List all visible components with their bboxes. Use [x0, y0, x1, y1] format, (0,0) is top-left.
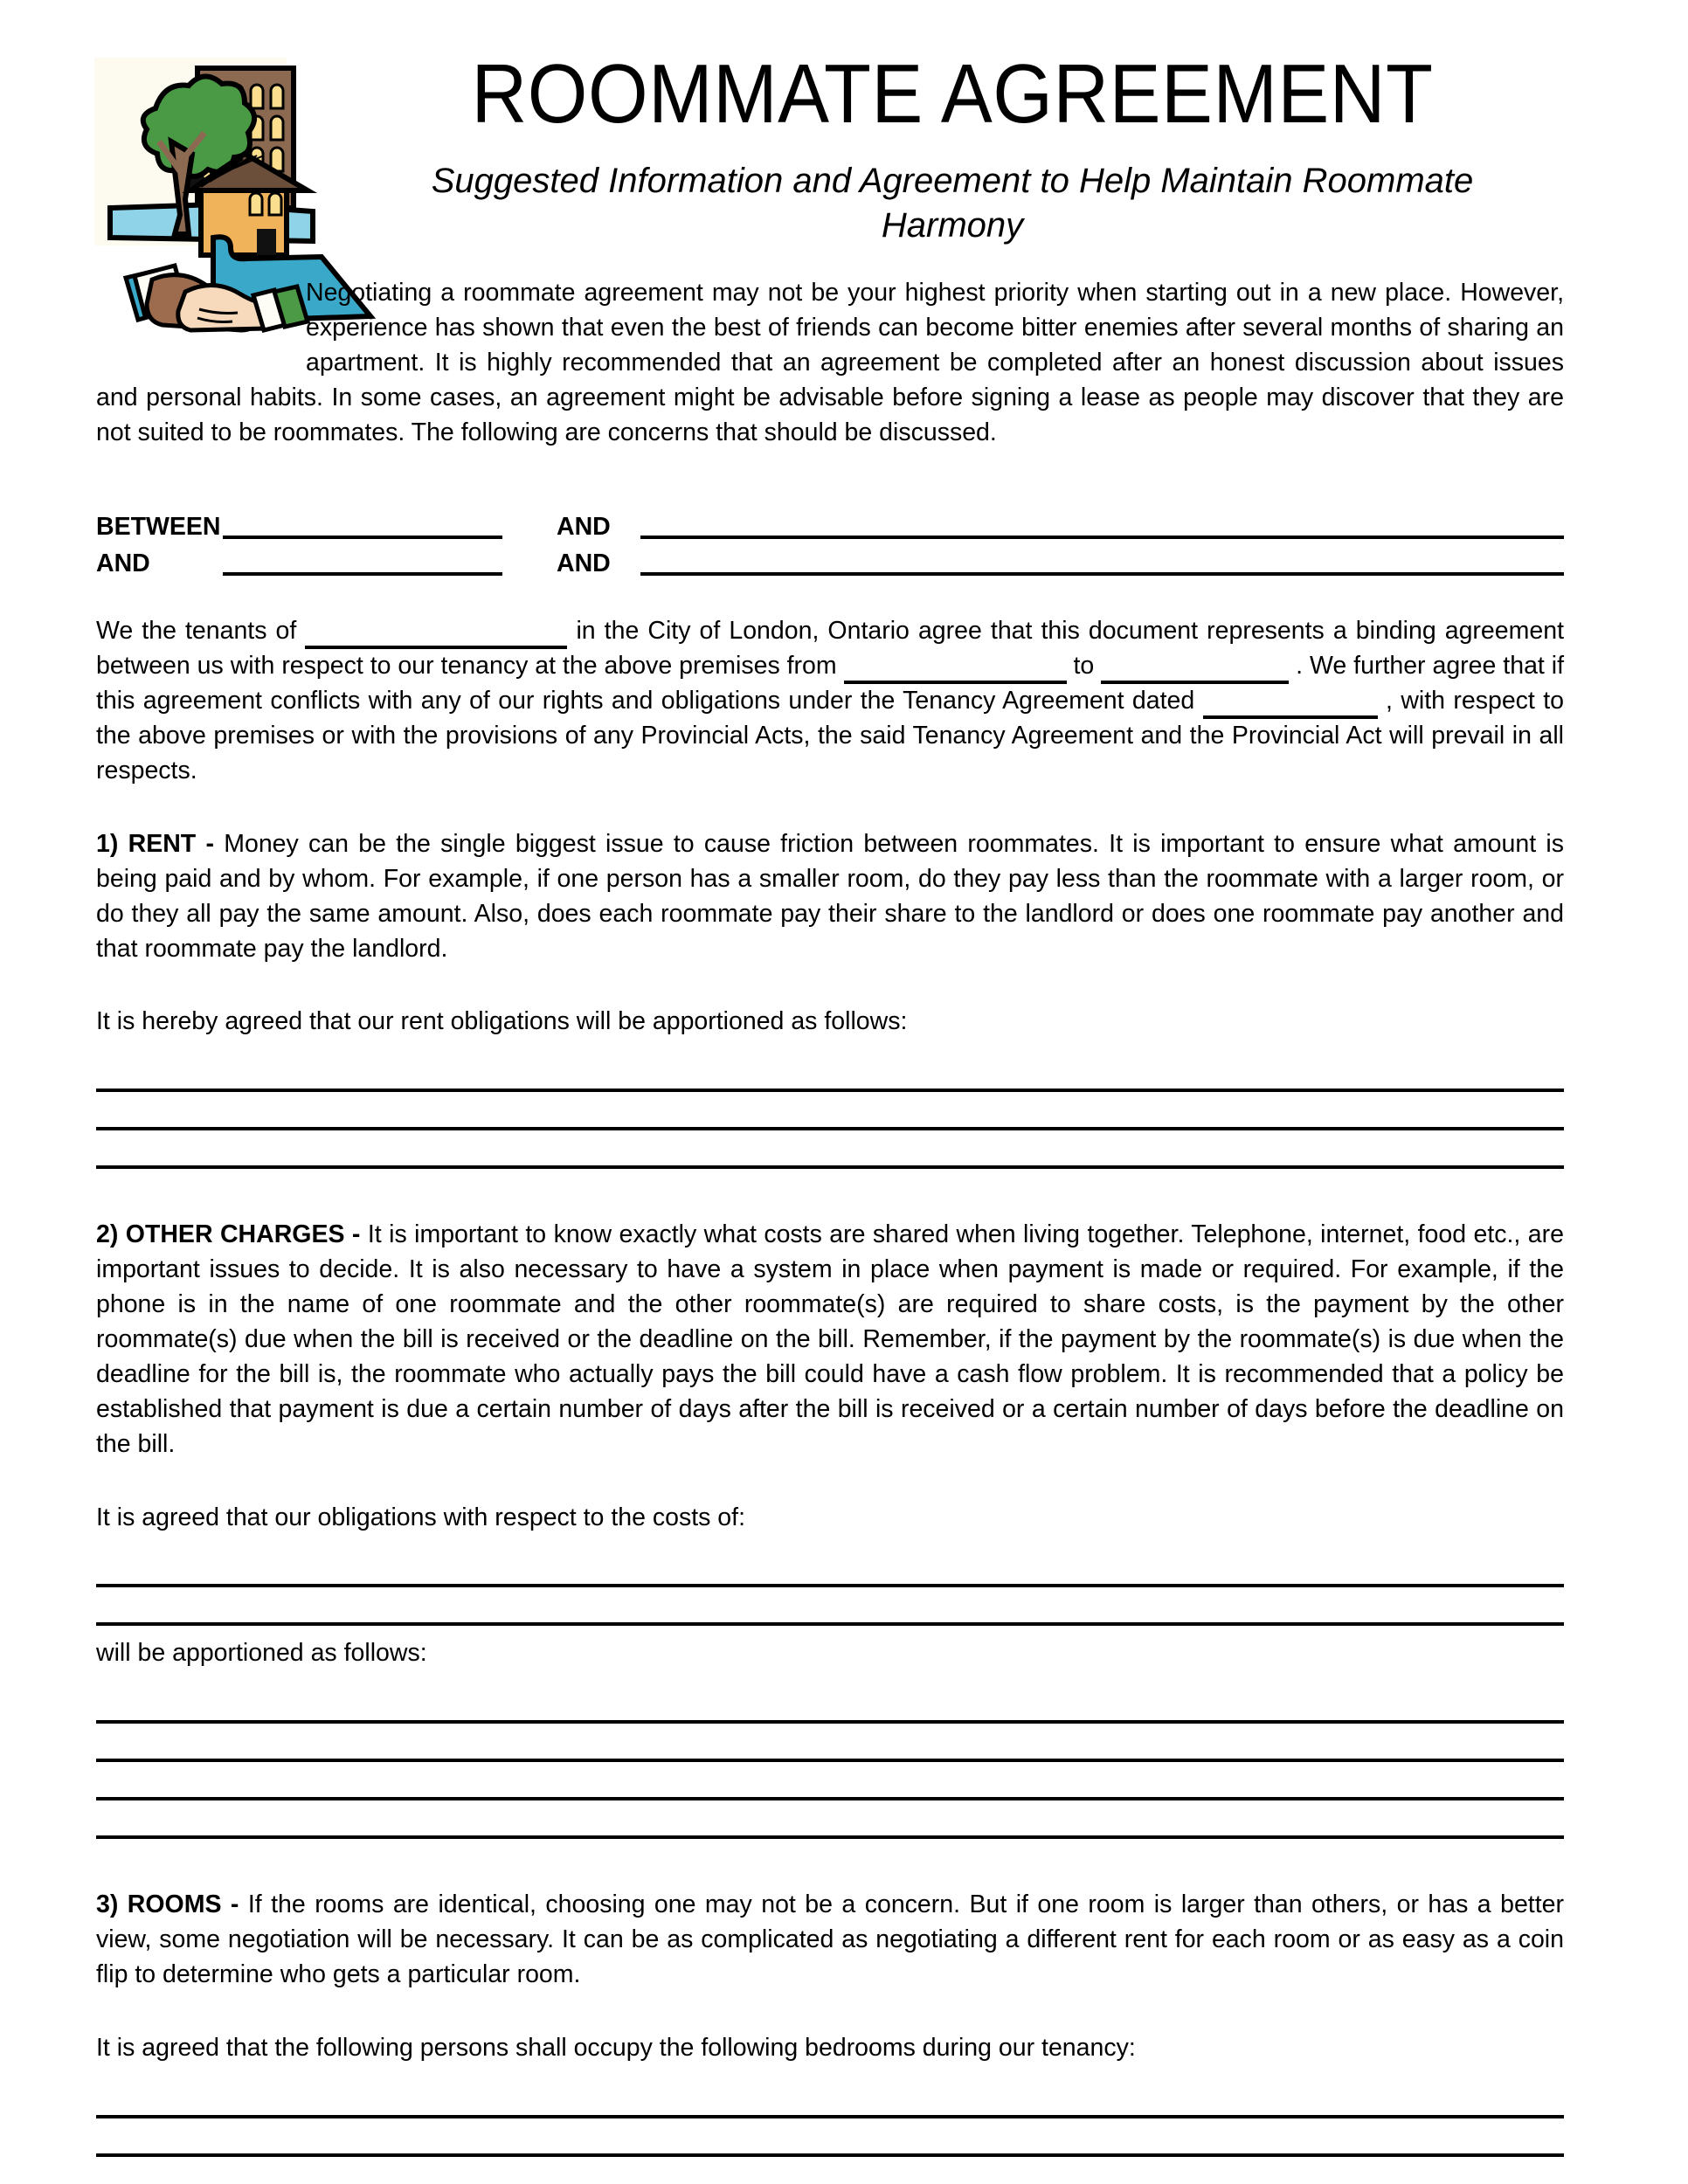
tenancy-start-date-field[interactable] — [844, 658, 1067, 684]
party-field-3[interactable] — [223, 546, 502, 576]
party-field-1[interactable] — [223, 509, 502, 539]
spacer — [96, 576, 1564, 614]
premises-address-field[interactable] — [305, 623, 567, 649]
spacer — [96, 1993, 1564, 2031]
tenancy-text-3: to — [1073, 652, 1095, 681]
document-content — [96, 0, 1564, 2184]
answer-line[interactable] — [96, 1685, 1564, 1724]
answer-line[interactable] — [96, 1092, 1564, 1130]
answer-line[interactable] — [96, 1054, 1564, 1092]
answer-line[interactable] — [96, 2080, 1564, 2118]
answer-line[interactable] — [96, 2118, 1564, 2157]
answer-line[interactable] — [96, 1549, 1564, 1587]
answer-line[interactable] — [96, 1800, 1564, 1839]
section-2-apportion-lines — [96, 1685, 1564, 1839]
section-2-body: It is important to know exactly what costs are shared when living together. Telephone, internet, food etc., are important issues to decide. It is also necessary to have a system in place when payment is made or required. For example, if the phone is in the name of one roommate and the other roommate(s) are required to share costs, is the payment by the other roommate(s) due when the bill is received or the deadline on the bill. Remember, if the payment by the roommate(s) is due when the deadline for the bill is, the roommate who actually pays the bill could have a cash flow problem. It is recommended that a policy be established that payment is due a certain number of days after the bill is received or a certain number of days before the deadline on the bill. — [96, 1220, 1564, 1458]
tenancy-end-date-field[interactable] — [1101, 658, 1289, 684]
section-1-heading: 1) RENT - — [96, 829, 225, 858]
section-2-prompt-2: will be apportioned as follows: — [96, 1639, 427, 1668]
tenancy-paragraph — [96, 614, 1564, 788]
tenancy-text-4: . We further agree that if this agreement conflicts with any of our rights and obligations under the Tenancy Agreement dated — [96, 652, 1565, 715]
section-2-prompt: It is agreed that our obligations with respect to the costs of: — [96, 1503, 745, 1531]
document-header — [96, 0, 1564, 271]
page-subtitle: Suggested Information and Agreement to Help Maintain Roommate Harmony — [431, 161, 1474, 245]
section-1-answer-lines — [96, 1054, 1564, 1169]
answer-line[interactable] — [96, 1762, 1564, 1800]
party-field-2[interactable] — [640, 509, 1564, 539]
answer-line[interactable] — [96, 1724, 1564, 1762]
section-3-body: If the rooms are identical, choosing one may not be a concern. But if one room is larger than others, or has a better view, some negotiation will be necessary. It can be as complicated as negotiating a different rent for each room or as easy as a coin flip to determine who gets a particular room. — [96, 1890, 1564, 1989]
answer-line[interactable] — [96, 2157, 1564, 2184]
tenancy-text-5: , with respect to the above premises or with the provisions of any Provincial Acts, the said Tenancy Agreement and the Provincial Act will prevail in all respects. — [96, 687, 1564, 785]
parties-row-1 — [96, 502, 1564, 539]
section-3-paragraph — [96, 1888, 1564, 1993]
tenancy-text-1: We the tenants of — [96, 617, 297, 646]
section-3-heading: 3) ROOMS - — [96, 1890, 248, 1919]
and-label-left: AND — [96, 549, 150, 577]
and-label-right-1: AND — [557, 512, 611, 541]
tenancy-agreement-date-field[interactable] — [1203, 693, 1378, 719]
party-field-4[interactable] — [640, 546, 1564, 576]
and-label-right-2: AND — [557, 549, 611, 577]
tenancy-text-2: in the City of London, Ontario agree that this document represents a binding agreement between us with respect to our tenancy at the above premises from — [96, 617, 1564, 681]
answer-line[interactable] — [96, 1587, 1564, 1626]
spacer — [96, 1839, 1564, 1888]
between-label: BETWEEN — [96, 512, 221, 541]
section-1-paragraph — [96, 827, 1564, 967]
spacer — [96, 1169, 1564, 1218]
parties-row-2 — [96, 539, 1564, 576]
section-1-prompt: It is hereby agreed that our rent obligations will be apportioned as follows: — [96, 1007, 908, 1036]
section-1-body: Money can be the single biggest issue to cause friction between roommates. It is important to ensure what amount is being paid and by whom. For example, if one person has a smaller room, do they pay less than the roommate with a larger room, or do they all pay the same amount. Also, does each roommate pay their share to the landlord or does one roommate pay another and that roommate pay the landlord. — [96, 829, 1565, 963]
intro-paragraph: Negotiating a roommate agreement may not be your highest priority when starting out in a new place. However, experience has shown that even the best of friends can become bitter enemies after several months of sharing an apartment. It is highly recommended that an agreement be completed after an honest discussion about issues and personal habits. In some cases, an agreement might be advisable before signing a lease as people may discover that they are not suited to be roommates. The following are concerns that should be discussed. — [96, 279, 1564, 446]
section-3-answer-lines — [96, 2080, 1564, 2184]
parties-block — [96, 502, 1564, 576]
answer-line[interactable] — [96, 1130, 1564, 1169]
logo-text-wrap-spacer — [96, 276, 306, 379]
page-title: ROOMMATE AGREEMENT — [471, 47, 1434, 141]
spacer — [96, 789, 1564, 827]
section-2-heading: 2) OTHER CHARGES - — [96, 1220, 368, 1249]
intro-section — [96, 276, 1564, 450]
spacer — [96, 1462, 1564, 1501]
section-2-costs-lines — [96, 1549, 1564, 1626]
spacer — [96, 966, 1564, 1005]
section-2-paragraph — [96, 1218, 1564, 1462]
title-block — [341, 0, 1564, 248]
section-3-prompt: It is agreed that the following persons shall occupy the following bedrooms during our tenancy: — [96, 2034, 1136, 2063]
